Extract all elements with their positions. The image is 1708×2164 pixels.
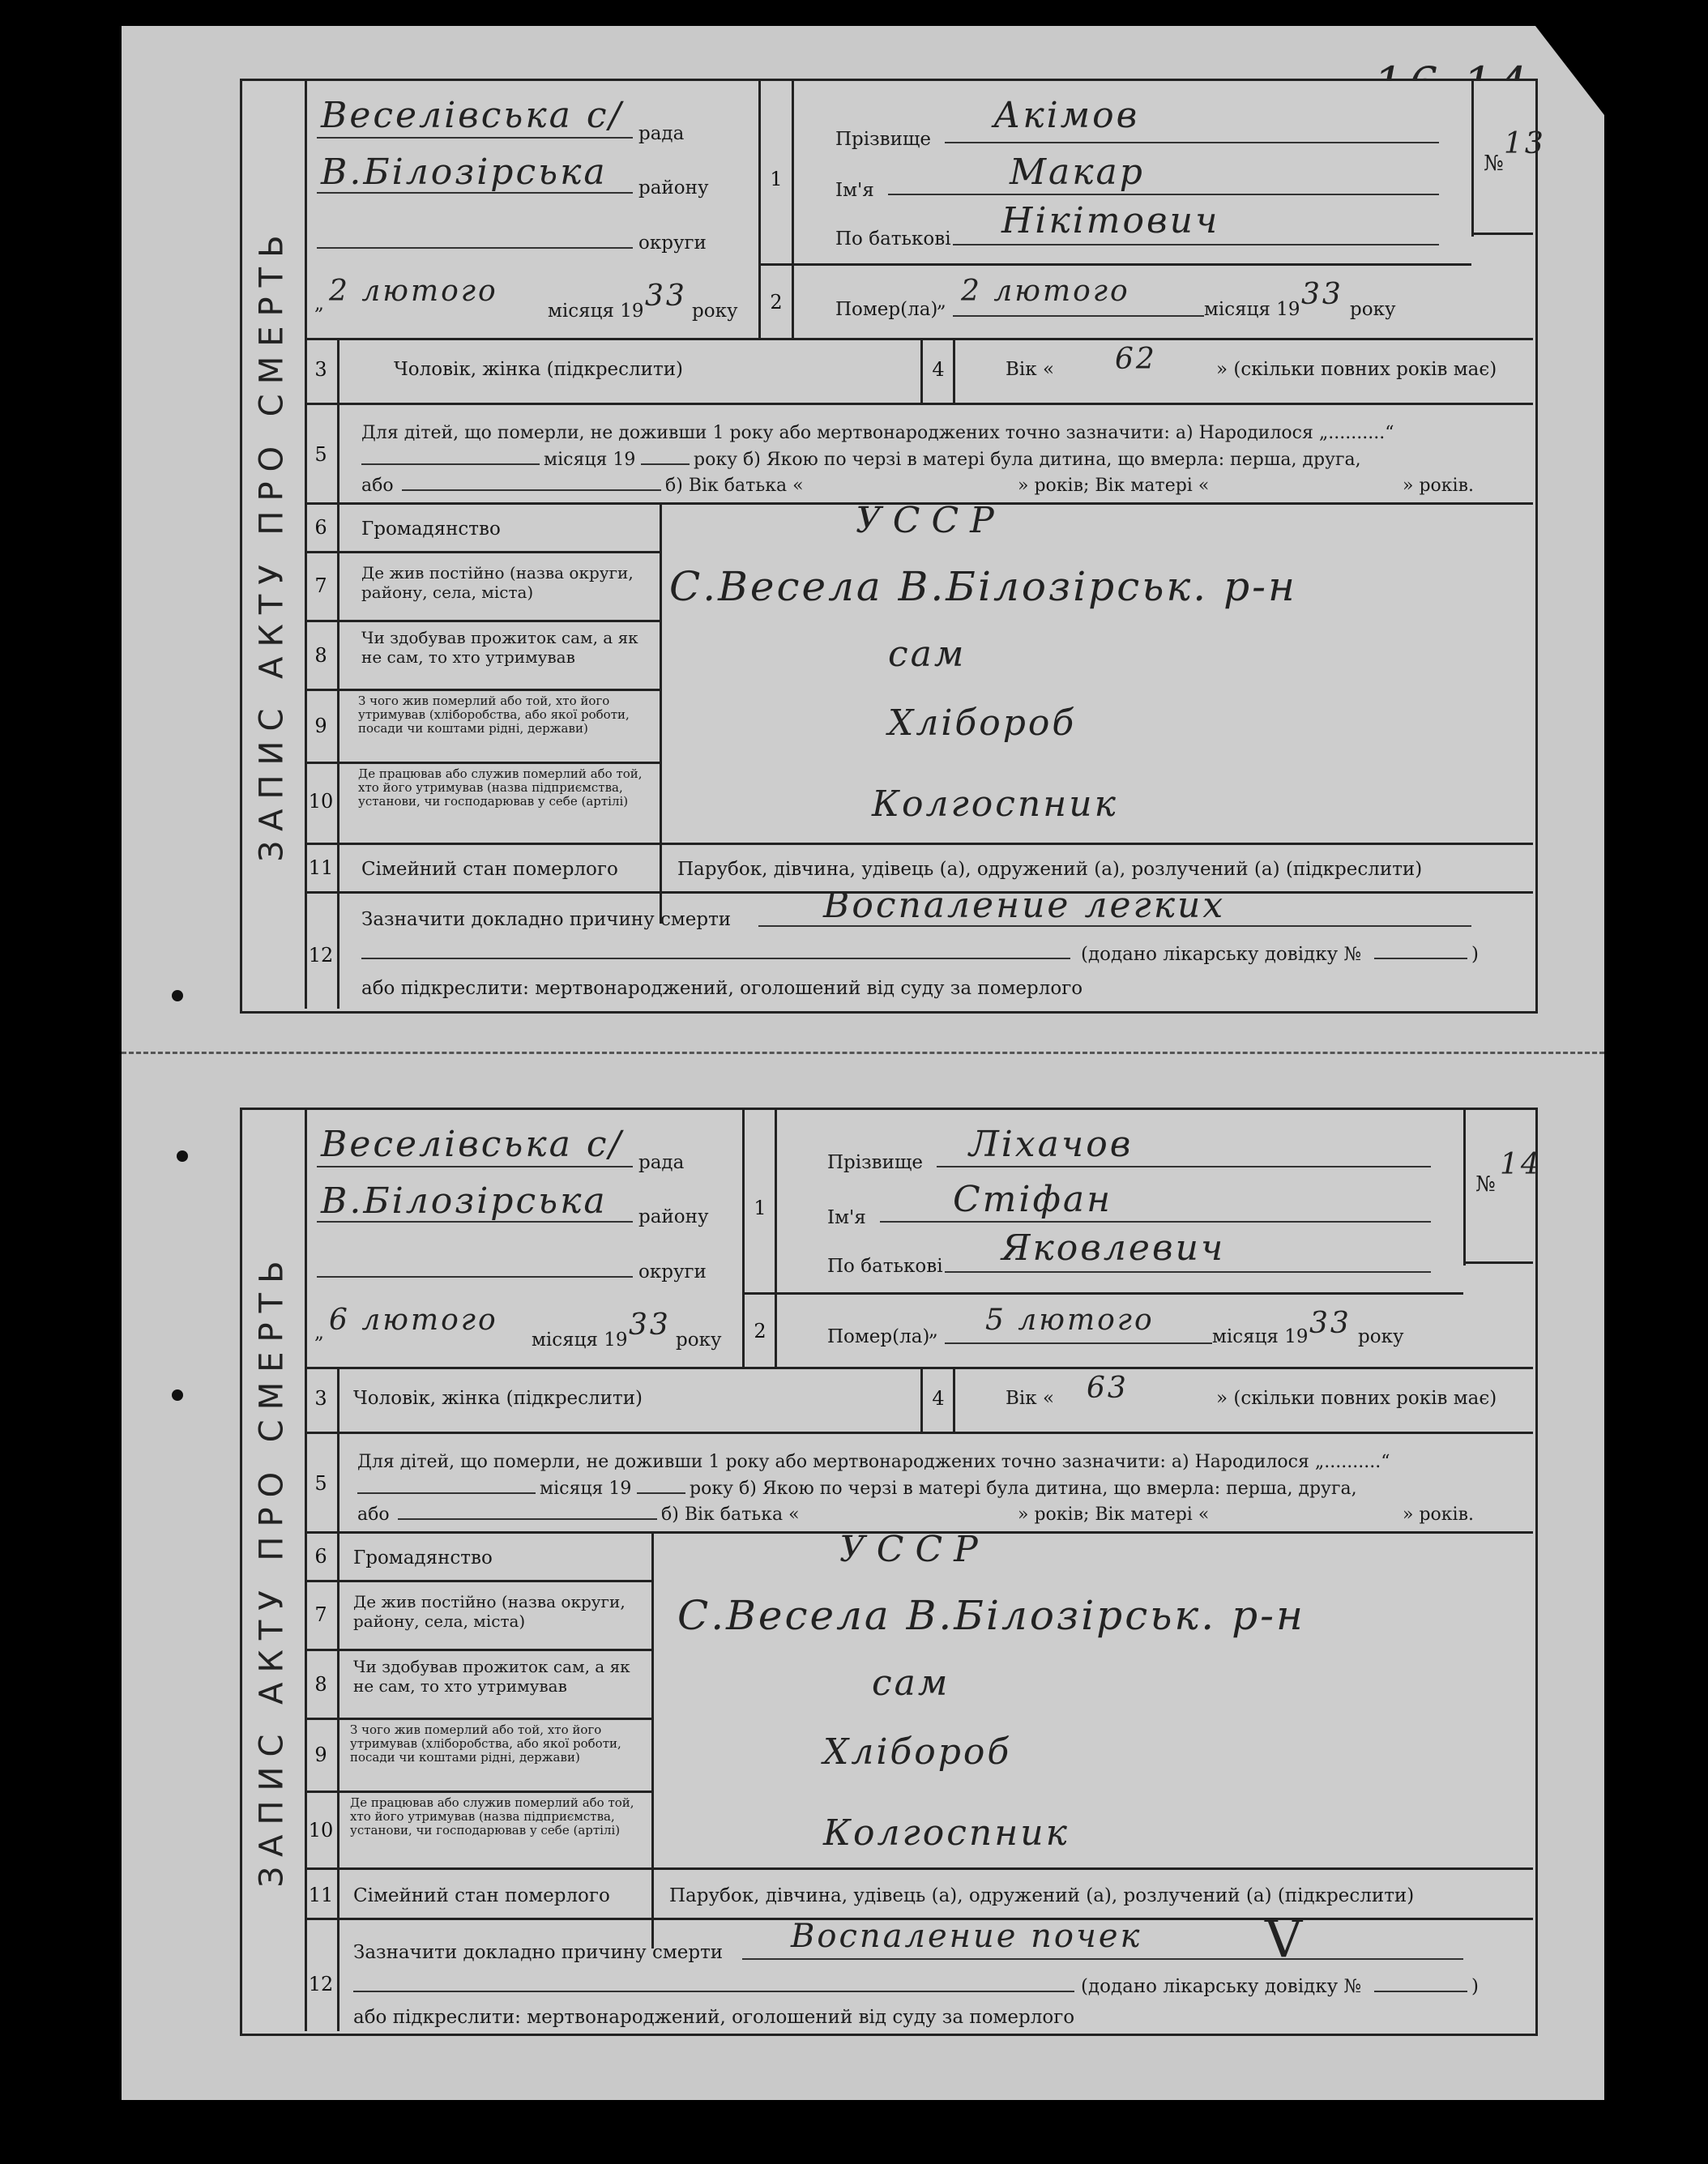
children-line-3d: » років. — [1403, 1505, 1474, 1525]
first-name-value: Макар — [1010, 152, 1145, 193]
citizenship-label: Громадянство — [361, 519, 501, 540]
sex-label: Чоловік, жінка (підкреслити) — [353, 1388, 643, 1409]
died-open-quote: „ — [937, 291, 946, 312]
residence-value: С.Весела В.Білозірськ. р-н — [669, 563, 1297, 610]
patronymic-value: Яковлевич — [1001, 1227, 1226, 1269]
income-source-value: Хлібороб — [888, 702, 1077, 744]
death-year-label: року — [1350, 299, 1396, 320]
died-label: Помер(ла) — [827, 1326, 930, 1347]
registration-year-value: 33 — [629, 1308, 671, 1342]
residence-value: С.Весела В.Білозірськ. р-н — [677, 1592, 1305, 1639]
citizenship-value: УССР — [839, 1529, 989, 1570]
punch-hole — [172, 1389, 183, 1401]
marital-status-label: Сімейний стан померлого — [361, 859, 618, 880]
date-open-quote: „ — [314, 1322, 324, 1343]
check-mark: V — [1265, 1910, 1305, 1970]
row-number: 6 — [314, 516, 327, 539]
children-line-2: місяця 19 — [544, 450, 636, 470]
row-number: 8 — [314, 644, 327, 667]
row-number: 9 — [314, 1744, 327, 1766]
row-number: 4 — [932, 1387, 945, 1410]
form-2-body — [305, 1108, 1542, 2031]
citizenship-label: Громадянство — [353, 1547, 493, 1569]
row-number: 1 — [770, 168, 783, 190]
children-line-3: або — [357, 1505, 390, 1525]
registration-month-label: місяця 19 — [532, 1330, 628, 1351]
died-label: Помер(ла) — [835, 299, 938, 320]
registration-date-value: 2 лютого — [329, 275, 498, 308]
first-name-value: Стіфан — [953, 1179, 1113, 1220]
age-value: 63 — [1087, 1372, 1129, 1405]
form-2-side-title: ЗАПИС АКТУ ПРО СМЕРТЬ — [240, 1108, 307, 2031]
district-value: В.Білозірська — [321, 1180, 608, 1222]
row-number: 12 — [308, 944, 334, 967]
children-line-3: або — [361, 476, 394, 496]
row-number: 10 — [308, 1819, 334, 1842]
registration-year-value: 33 — [645, 280, 687, 313]
punch-hole — [172, 990, 183, 1001]
age-label: Вік « — [1006, 359, 1055, 380]
death-date-value: 2 лютого — [961, 275, 1130, 308]
income-source-label: З чого жив померлий або той, хто його утримував (хліборобства, або якої роботи, посади чи коштами рідні, держави) — [358, 694, 630, 736]
row-number: 2 — [770, 291, 783, 314]
citizenship-value: УССР — [856, 500, 1006, 541]
row-number: 3 — [314, 1387, 327, 1410]
record-number-value: 14 — [1500, 1148, 1542, 1181]
workplace-label: Де працював або служив померлий або той, хто його утримував (назва підприємства, установи, чи господарював у себе (артілі) — [358, 766, 643, 809]
age-suffix: » (скільки повних років має) — [1216, 1388, 1497, 1409]
died-open-quote: „ — [929, 1320, 938, 1341]
row-number: 11 — [308, 1884, 334, 1906]
first-name-label: Ім'я — [827, 1207, 866, 1228]
district-label: району — [638, 1206, 709, 1227]
record-number-label: № — [1475, 1172, 1496, 1197]
cause-of-death-value: Воспаление легких — [823, 885, 1226, 926]
children-line-2b: року б) Якою по черзі в матері була дитина, що вмерла: перша, друга, — [690, 1479, 1357, 1499]
children-line-3d: » років. — [1403, 476, 1474, 496]
medical-certificate-label: (додано лікарську довідку № — [1081, 1976, 1362, 1997]
death-month-label: місяця 19 — [1204, 299, 1300, 320]
row-number: 5 — [314, 1472, 327, 1495]
workplace-label: Де працював або служив померлий або той, хто його утримував (назва підприємства, установи, чи господарював у себе (артілі) — [350, 1795, 634, 1837]
children-line-3b: б) Вік батька « — [665, 476, 804, 496]
row-number: 1 — [754, 1197, 766, 1219]
children-line-1: Для дітей, що померли, не доживши 1 року або мертвонароджених точно зазначити: а) Народилося „..........“ — [361, 423, 1394, 443]
sex-label: Чоловік, жінка (підкреслити) — [394, 359, 684, 380]
perforation-line — [122, 1052, 1604, 1054]
registration-month-label: місяця 19 — [548, 301, 644, 322]
death-month-label: місяця 19 — [1212, 1326, 1309, 1347]
workplace-value: Колгоспник — [823, 1812, 1070, 1854]
death-date-value: 5 лютого — [985, 1304, 1155, 1337]
row-number: 11 — [308, 856, 334, 879]
patronymic-label: По батькові — [827, 1256, 943, 1277]
form-1-side-title: ЗАПИС АКТУ ПРО СМЕРТЬ — [240, 79, 307, 1009]
okrug-label: округи — [638, 1261, 707, 1283]
death-year-label: року — [1358, 1326, 1404, 1347]
medical-certificate-label: (додано лікарську довідку № — [1081, 944, 1362, 965]
age-label: Вік « — [1006, 1388, 1055, 1409]
village-council-value: Веселівська с/ — [321, 1124, 624, 1165]
age-suffix: » (скільки повних років має) — [1216, 359, 1497, 380]
surname-label: Прізвище — [827, 1152, 923, 1173]
surname-value: Ліхачов — [969, 1124, 1134, 1165]
livelihood-label: Чи здобував прожиток сам, а як не сам, то хто утримував — [361, 628, 638, 667]
row-number: 10 — [308, 790, 334, 813]
medical-certificate-close: ) — [1471, 1976, 1479, 1997]
row-number: 8 — [314, 1673, 327, 1696]
livelihood-value: сам — [872, 1662, 950, 1704]
village-council-value: Веселівська с/ — [321, 95, 624, 136]
row-number: 7 — [314, 1603, 327, 1626]
row-number: 7 — [314, 574, 327, 597]
death-year-value: 33 — [1309, 1307, 1351, 1340]
surname-value: Акімов — [993, 95, 1140, 136]
row-number: 5 — [314, 443, 327, 466]
cause-of-death-label: Зазначити докладно причину смерти — [353, 1942, 724, 1963]
marital-status-options: Парубок, дівчина, удівець (а), одружений (а), розлучений (а) (підкреслити) — [669, 1885, 1415, 1906]
village-council-label: рада — [638, 1152, 685, 1173]
date-open-quote: „ — [314, 293, 324, 314]
age-value: 62 — [1115, 343, 1157, 376]
row-number: 6 — [314, 1545, 327, 1568]
children-line-3c: » років; Вік матері « — [1018, 476, 1210, 496]
residence-label: Де жив постійно (назва округи, району, села, міста) — [353, 1592, 626, 1631]
patronymic-label: По батькові — [835, 228, 951, 250]
punch-hole — [177, 1150, 188, 1162]
district-value: В.Білозірська — [321, 152, 608, 193]
okrug-label: округи — [638, 233, 707, 254]
patronymic-value: Нікітович — [1001, 200, 1220, 241]
district-label: району — [638, 177, 709, 198]
livelihood-value: сам — [888, 634, 967, 675]
children-line-2: місяця 19 — [540, 1479, 632, 1499]
court-declaration-label: або підкреслити: мертвонароджений, оголошений від суду за померлого — [361, 978, 1083, 999]
marital-status-label: Сімейний стан померлого — [353, 1885, 610, 1906]
row-number: 12 — [308, 1973, 334, 1995]
registration-year-label: року — [692, 301, 738, 322]
first-name-label: Ім'я — [835, 180, 874, 201]
children-line-3b: б) Вік батька « — [661, 1505, 800, 1525]
children-line-1: Для дітей, що померли, не доживши 1 року або мертвонароджених точно зазначити: а) Народилося „..........“ — [357, 1452, 1390, 1472]
registration-date-value: 6 лютого — [329, 1304, 498, 1337]
children-line-2b: року б) Якою по черзі в матері була дитина, що вмерла: перша, друга, — [694, 450, 1361, 470]
medical-certificate-close: ) — [1471, 944, 1479, 965]
registration-year-label: року — [676, 1330, 722, 1351]
death-year-value: 33 — [1301, 278, 1343, 311]
cause-of-death-value: Воспаление почек — [791, 1918, 1142, 1955]
form-1-body — [305, 79, 1546, 1009]
marital-status-options: Парубок, дівчина, удівець (а), одружений (а), розлучений (а) (підкреслити) — [677, 859, 1423, 880]
cause-of-death-label: Зазначити докладно причину смерти — [361, 909, 732, 930]
village-council-label: рада — [638, 123, 685, 144]
row-number: 4 — [932, 358, 945, 381]
record-number-label: № — [1484, 152, 1504, 176]
row-number: 2 — [754, 1320, 766, 1342]
income-source-label: З чого жив померлий або той, хто його утримував (хліборобства, або якої роботи, посади чи коштами рідні, держави) — [350, 1722, 621, 1765]
court-declaration-label: або підкреслити: мертвонароджений, оголошений від суду за померлого — [353, 2007, 1075, 2028]
folded-corner — [1535, 26, 1604, 115]
residence-label: Де жив постійно (назва округи, району, села, міста) — [361, 563, 634, 602]
surname-label: Прізвище — [835, 129, 931, 150]
livelihood-label: Чи здобував прожиток сам, а як не сам, то хто утримував — [353, 1657, 630, 1696]
workplace-value: Колгоспник — [872, 783, 1118, 825]
row-number: 9 — [314, 715, 327, 737]
children-line-3c: » років; Вік матері « — [1018, 1505, 1210, 1525]
income-source-value: Хлібороб — [823, 1731, 1012, 1773]
row-number: 3 — [314, 358, 327, 381]
record-number-value: 13 — [1504, 127, 1546, 160]
